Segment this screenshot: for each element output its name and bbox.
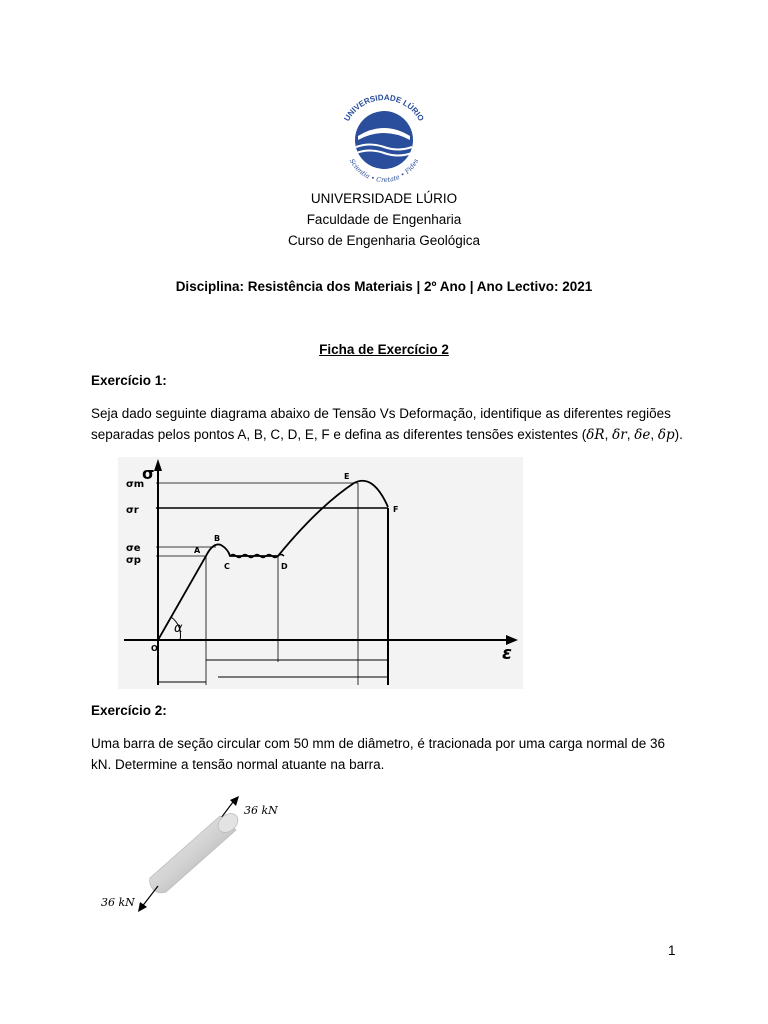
- exercise1-line1: Seja dado seguinte diagrama abaixo de Tensão Vs Deformação, identifique as diferentes regiões: [91, 406, 671, 421]
- bar-figure: [96, 796, 296, 920]
- page-number: 1: [668, 943, 676, 958]
- load-label-bottom: 36 kN: [101, 896, 135, 909]
- label-sigma-r: σr: [126, 505, 139, 516]
- y-axis-arrow-icon: [154, 459, 162, 471]
- point-E: E: [344, 472, 350, 481]
- label-sigma-m: σm: [126, 479, 145, 490]
- point-D: D: [281, 562, 288, 571]
- university-logo: [332, 92, 436, 184]
- discipline-line: Disciplina: Resistência dos Materiais | 2º Ano | Ano Lectivo: 2021: [175, 279, 593, 294]
- faculty-name: Faculdade de Engenharia: [306, 212, 462, 227]
- exercise2-line2: kN. Determine a tensão normal atuante na barra.: [91, 757, 385, 772]
- label-sigma-p: σp: [126, 555, 141, 566]
- logo-arc-bottom: Scientia • Cretate • Fides: [347, 157, 421, 184]
- angle-label: α: [174, 621, 183, 636]
- point-F: F: [393, 505, 399, 514]
- symbol-delta-e: δe: [634, 427, 651, 443]
- symbol-delta-r: δr: [612, 427, 627, 443]
- load-label-top: 36 kN: [244, 804, 278, 817]
- point-C: C: [224, 562, 230, 571]
- y-axis-label: σ: [142, 464, 155, 483]
- x-axis-label: ε: [502, 643, 513, 664]
- arrow-down-icon: [138, 902, 147, 912]
- logo-arc-top: UNIVERSIDADE LÚRIO: [342, 92, 426, 123]
- exercise2-line1: Uma barra de seção circular com 50 mm de diâmetro, é tracionada por uma carga normal de 36: [91, 736, 666, 751]
- exercise1-line2: separadas pelos pontos A, B, C, D, E, F e defina as diferentes tensões existentes (δR, δr, δe, δp).: [91, 427, 683, 443]
- stress-strain-curve: [158, 481, 388, 640]
- exercise2-heading: Exercício 2:: [91, 703, 167, 718]
- course-name: Curso de Engenharia Geológica: [287, 233, 481, 248]
- point-B: B: [214, 534, 221, 543]
- circular-bar: [150, 810, 242, 893]
- stress-strain-diagram: [118, 457, 523, 689]
- sheet-title: Ficha de Exercício 2: [319, 342, 449, 357]
- point-A: A: [194, 546, 201, 555]
- institution-name: UNIVERSIDADE LÚRIO: [310, 191, 458, 206]
- label-sigma-e: σe: [126, 543, 141, 554]
- exercise2-text: [91, 733, 691, 775]
- exercise1-text: [91, 403, 691, 446]
- symbol-delta-R: δR: [586, 427, 605, 443]
- point-O: O: [151, 644, 158, 653]
- institution-header: [0, 188, 768, 251]
- logo-disc: [355, 111, 413, 169]
- symbol-delta-p: δp: [657, 427, 675, 443]
- exercise1-heading: Exercício 1:: [91, 373, 167, 388]
